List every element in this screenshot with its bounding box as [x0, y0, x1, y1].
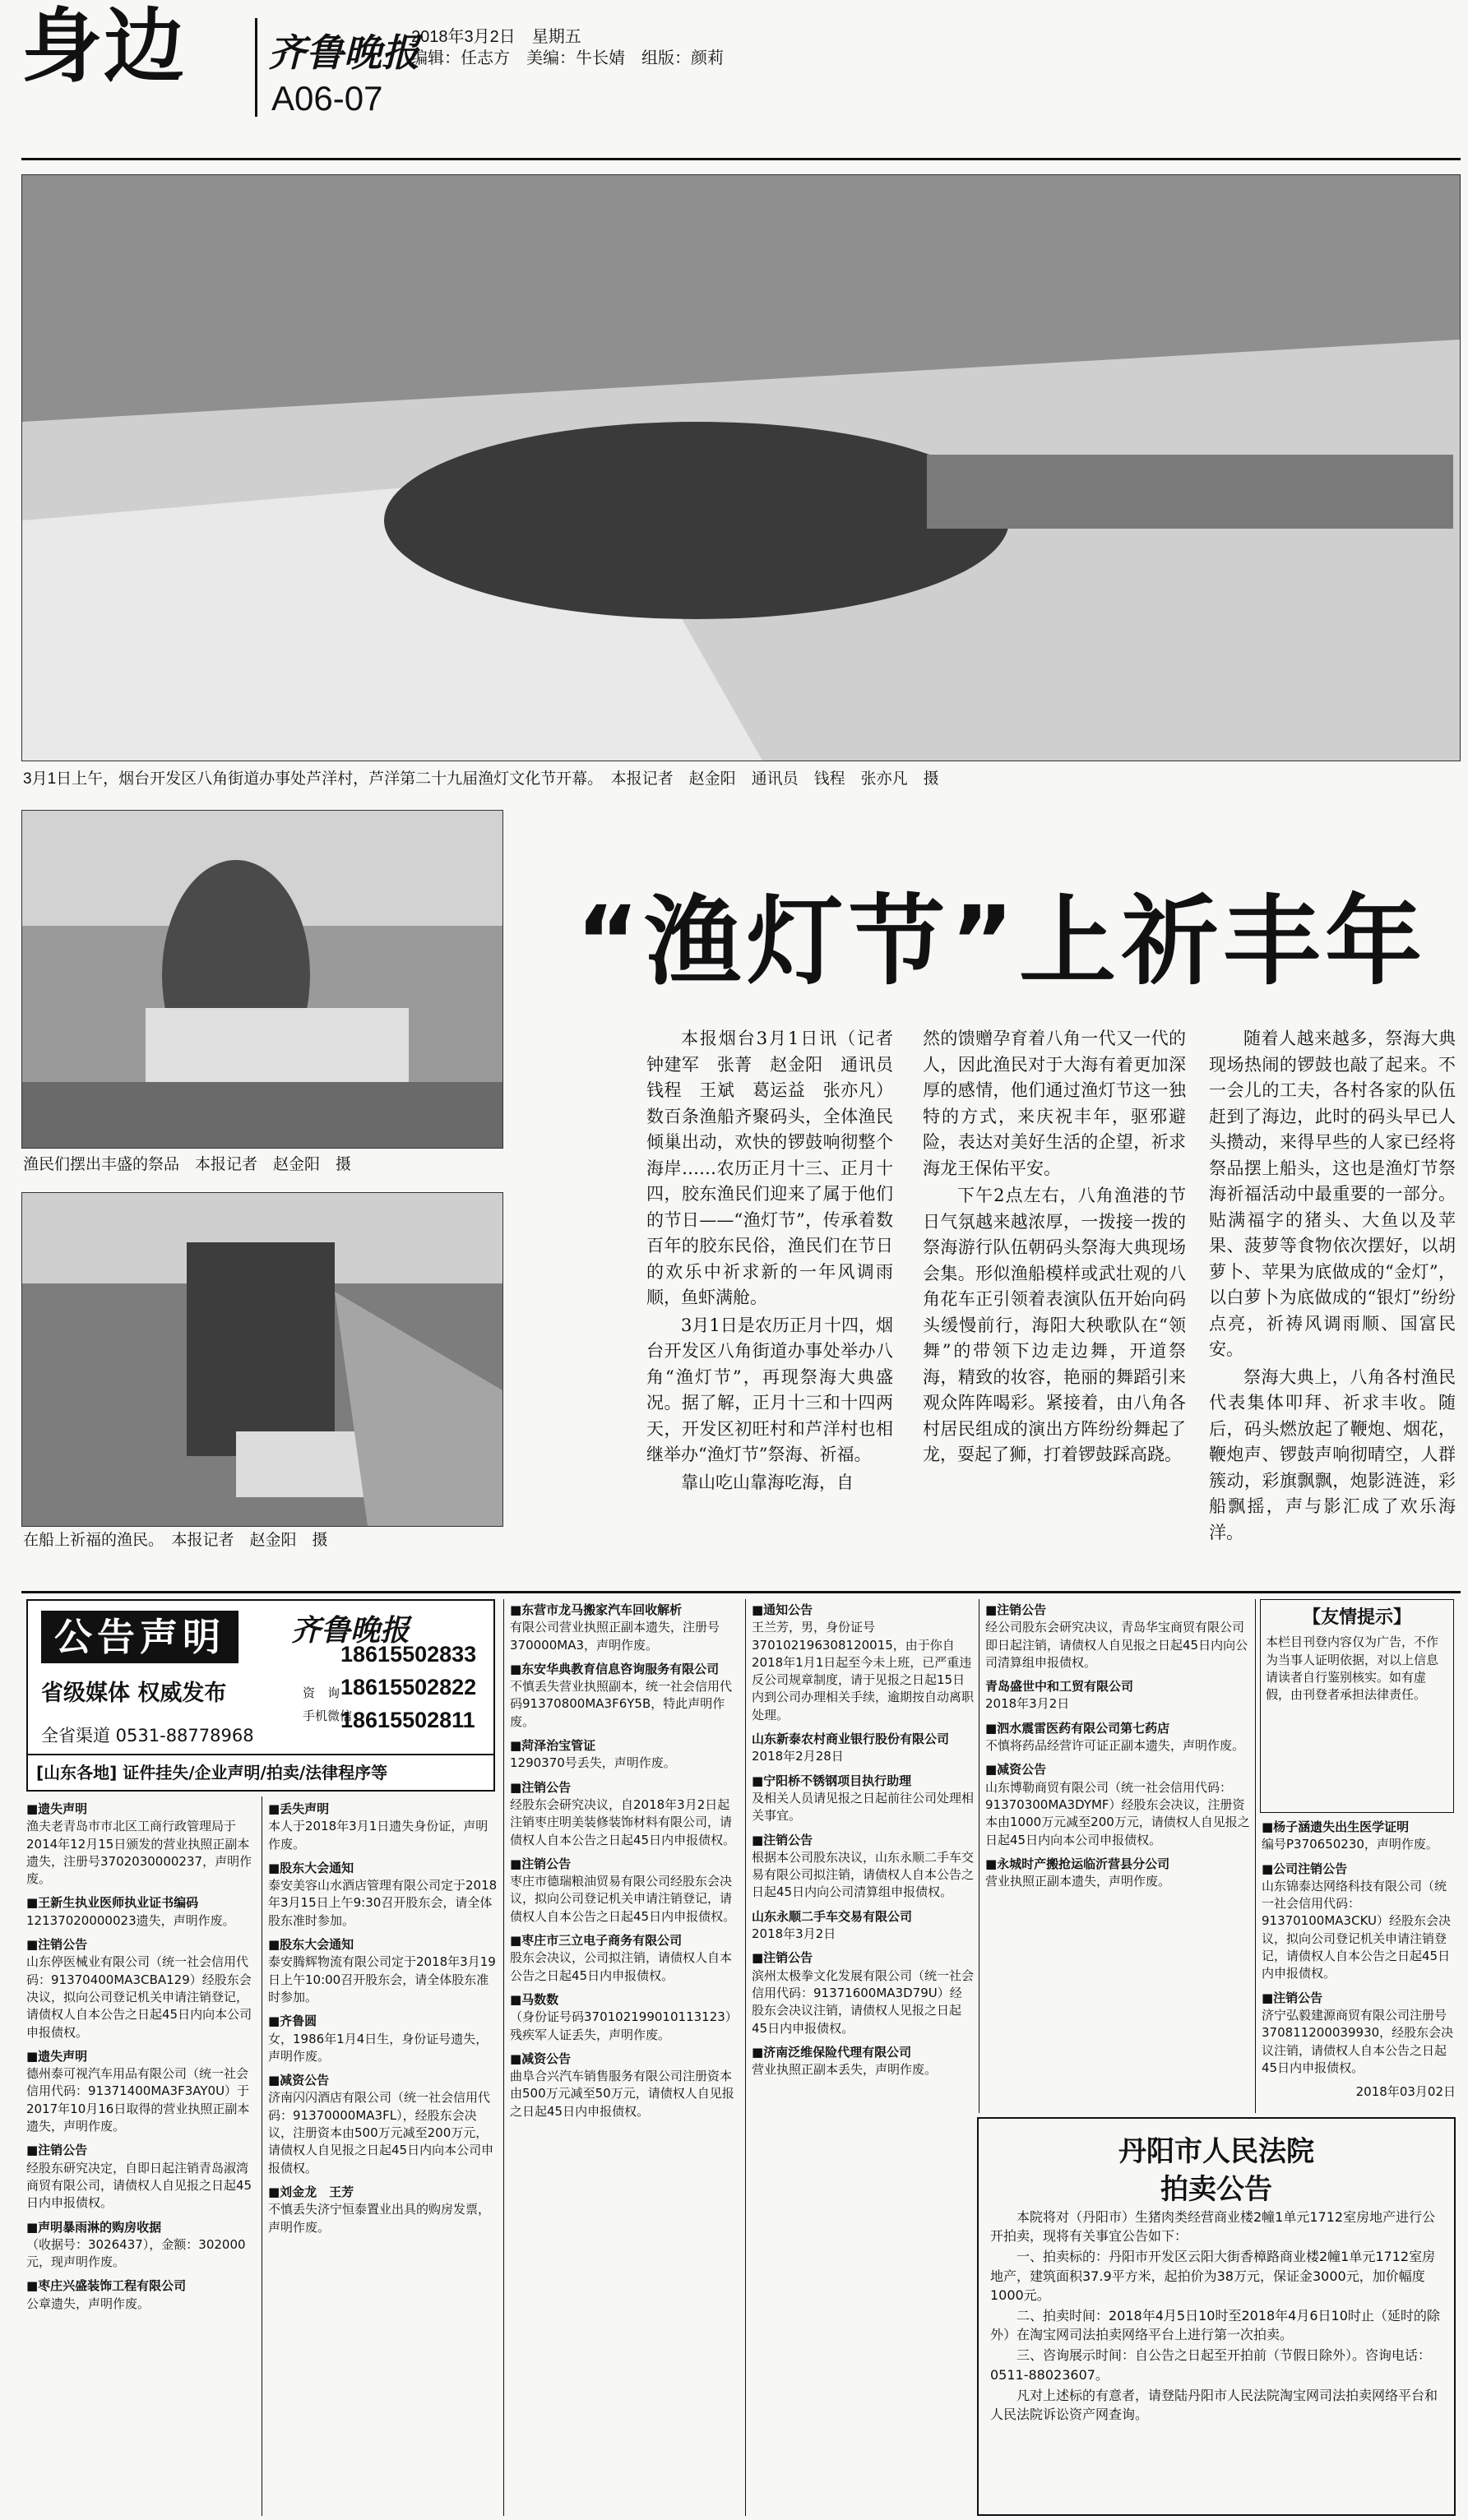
ads-column-4 — [752, 1602, 974, 2516]
ad-body: 女，1986年1月4日生，身份证号遗失，声明作废。 — [268, 2031, 489, 2064]
article-paragraph: 本报烟台3月1日讯（记者 钟建军 张菁 赵金阳 通讯员 钱程 王斌 葛运益 张亦凡）数百条渔船齐聚码头，全体渔民倾巢出动，欢快的锣鼓响彻整个海岸……农历正月十三、正月十四，胶东渔民们迎来了属于他们的节日——“渔灯节”，传承着数百年的胶东民俗，渔民们在节日的欢乐中祈求新的一年风调雨顺，鱼虾满舱。 — [646, 1029, 910, 1307]
ad-body: 泰安美容山水酒店管理有限公司定于2018年3月15日上午9:30召开股东会，请全体股东准时参加。 — [268, 1878, 498, 1928]
ad-body: 不慎将药品经营许可证正副本遗失，声明作废。 — [985, 1738, 1245, 1754]
court-paragraph: 二、拍卖时间：2018年4月5日10时至2018年4月6日10时止（延时的除外）在淘宝网司法拍卖网络平台上进行第一次拍卖。 — [990, 2307, 1440, 2343]
header-rule — [21, 158, 1461, 160]
notice-categories: [山东各地] 证件挂失/企业声明/拍卖/法律程序等 — [28, 1754, 493, 1788]
ads-top-rule — [21, 1591, 1461, 1593]
ad-item — [268, 1936, 498, 2006]
date-line: 2018年3月2日 星期五 — [411, 28, 581, 46]
court-paragraph: 凡对上述标的有意者，请登陆丹阳市人民法院淘宝网司法拍卖网络平台和人民法院诉讼资产网查询。 — [990, 2387, 1438, 2422]
article-paragraph: 下午2点左右，八角渔港的节日气氛越来越浓厚，一拨接一拨的祭海游行队伍朝码头祭海大典现场会集。形似渔船模样或武壮观的八角花车正引领着表演队伍开始向码头缓慢前行，海阳大秧歌队在“领舞”的带领下边走边舞，开道祭海，精致的妆容，艳丽的舞蹈引来观众阵阵喝彩。紧接着，由八角各村居民组成的演出方阵纷纷舞起了龙，耍起了狮，打着锣鼓踩高跷。 — [923, 1186, 1186, 1464]
ad-title: ■宁阳桥不锈钢项目执行助理 — [752, 1773, 912, 1788]
ad-item — [752, 1832, 974, 1902]
ad-item — [752, 1773, 974, 1825]
photo-offerings — [21, 810, 503, 1149]
ad-body: （收据号：3026437），金额：302000元，现声明作废。 — [26, 2236, 246, 2270]
notice-title: 公告声明 — [41, 1611, 238, 1663]
ad-item — [268, 1801, 498, 1853]
ad-item — [26, 2048, 257, 2135]
article-headline: “渔灯节”上祈丰年 — [576, 885, 1428, 998]
ad-title: ■泗水震雷医药有限公司第七药店 — [985, 1720, 1170, 1736]
ad-title: ■注销公告 — [752, 1950, 813, 1966]
ad-item — [1262, 2083, 1456, 2101]
top-photo-caption: 3月1日上午，烟台开发区八角街道办事处芦洋村，芦洋第二十九届渔灯文化节开幕。 本报记者 赵金阳 通讯员 钱程 张亦凡 摄 — [23, 770, 939, 788]
ad-title: ■减资公告 — [510, 2051, 572, 2066]
ad-body: 渔夫老青岛市市北区工商行政管理局于2014年12月15日颁发的营业执照正副本遗失，注册号3702030000237，声明作废。 — [26, 1819, 252, 1887]
tip-title: 【友情提示】 — [1302, 1607, 1411, 1628]
ad-body: 1290370号丢失，声明作废。 — [510, 1755, 676, 1771]
ad-item — [26, 1936, 257, 2041]
ad-title: ■丢失声明 — [268, 1801, 330, 1816]
ad-title: ■减资公告 — [985, 1762, 1047, 1778]
article-paragraph: 随着人越来越多，祭海大典现场热闹的锣鼓也敲了起来。不一会儿的工夫，各村各家的队伍赶到了海边，此时的码头早已人头攒动，来得早些的人家已经将祭品摆上船头，这也是渔灯节祭海祈福活动中最重要的一部分。贴满福字的猪头、大鱼以及苹果、菠萝等食物依次摆好，以胡萝卜、苹果为底做成的“金灯”，以白萝卜为底做成的“银灯”纷纷点亮，祈祷风调雨顺、国富民安。 — [1209, 1029, 1456, 1359]
ad-body: 本人于2018年3月1日遗失身份证，声明作废。 — [268, 1819, 489, 1852]
ad-body: 编号P370650230，声明作废。 — [1262, 1837, 1438, 1852]
court-paragraph: 本院将对（丹阳市）生猪肉类经营商业楼2幢1单元1712室房地产进行公开拍卖，现将有关事宜公告如下： — [990, 2209, 1436, 2245]
ad-title: ■济南泛维保险代理有限公司 — [752, 2044, 912, 2060]
friendly-tip-box — [1260, 1599, 1454, 1813]
ad-title: ■声明暴雨淋的购房收据 — [26, 2219, 162, 2235]
ad-title: ■齐鲁圆 — [268, 2014, 317, 2029]
photo-boat-prayer — [21, 1192, 503, 1527]
page-number: A06-07 — [271, 79, 383, 118]
ad-item — [510, 1737, 740, 1773]
ad-item — [752, 1731, 974, 1766]
court-paragraph: 三、咨询展示时间：自公告之日起至开拍前（节假日除外）。咨询电话：0511-88023607。 — [990, 2347, 1432, 2383]
ad-body: 王兰芳，男，身份证号370102196308120015，由于你自2018年1月1日起至今未上班，已严重违反公司规章制度，请于见报之日起15日内到公司办理相关手续，逾期按自动离职处理。 — [752, 1620, 975, 1722]
notice-phone: 18615502822 — [340, 1675, 477, 1699]
ads-column-6 — [1262, 1819, 1456, 2111]
ad-body: 德州泰可视汽车用品有限公司（统一社会信用代码：91371400MA3F3AY0U）于2017年10月16日取得的营业执照正副本遗失，声明作废。 — [26, 2066, 250, 2134]
ad-title: ■刘金龙 王芳 — [268, 2184, 354, 2199]
court-auction-notice — [977, 2117, 1456, 2516]
ad-title: ■东营市龙马搬家汽车回收解析 — [510, 1602, 683, 1617]
ad-body: 及相关人员请见报之日起前往公司处理相关事宜。 — [752, 1790, 975, 1824]
ad-body: 营业执照正副本丢失，声明作废。 — [752, 2062, 938, 2078]
ad-body: 2018年03月02日 — [1355, 2084, 1456, 2100]
court-paragraph: 一、拍卖标的：丹阳市开发区云阳大街香樟路商业楼2幢1单元1712室房地产，建筑面积37.9平方米，起拍价为38万元，保证金3000元，加价幅度1000元。 — [990, 2249, 1436, 2303]
ad-title: ■遗失声明 — [26, 1801, 88, 1816]
article-column-1 — [646, 1026, 910, 1552]
tip-body: 本栏目刊登内容仅为广告，不作为当事人证明依据，对以上信息请读者自行鉴别核实。如有虚假，由刊登者承担法律责任。 — [1266, 1635, 1439, 1703]
notice-phone: 18615502811 — [340, 1708, 475, 1732]
ad-body: （身份证号码370102199010113123）残疾军人证丢失，声明作废。 — [510, 2009, 738, 2042]
ad-body: 山东停医械业有限公司（统一社会信用代码：91370400MA3CBA129）经股东会决议，拟向公司登记机关申请注销登记，请债权人自本公告之日起45日内向本公司申报债权。 — [26, 1954, 252, 2040]
ad-item — [268, 2184, 498, 2236]
notice-hotline: 全省渠道 0531-88778968 — [41, 1726, 254, 1746]
ad-body: 泰安腾辉物流有限公司定于2018年3月19日上午10:00召开股东会，请全体股东准时参加。 — [268, 1954, 496, 2004]
ad-body: 12137020000023遗失，声明作废。 — [26, 1912, 235, 1928]
ad-title: ■东安华典教育信息咨询服务有限公司 — [510, 1661, 720, 1676]
ad-body: 经股东会研究决议，自2018年3月2日起注销枣庄明美装修装饰材料有限公司，请债权人自本公告之日起45日内申报债权。 — [510, 1796, 736, 1847]
header-divider — [255, 18, 257, 117]
section-title: 身边 — [21, 0, 187, 94]
article-paragraph: 3月1日是农历正月十四，烟台开发区八角街道办事处举办八角“渔灯节”，再现祭海大典盛况。据了解，正月十三和十四两天，开发区初旺村和芦洋村也相继举办“渔灯节”祭海、祈福。 — [646, 1315, 893, 1464]
court-notice-body — [990, 2208, 1443, 2425]
ad-title: ■菏泽治宝管证 — [510, 1738, 596, 1754]
ad-item — [510, 1661, 740, 1731]
ad-item — [1262, 1819, 1456, 1854]
notice-phone: 18615502833 — [340, 1642, 477, 1667]
article-paragraph: 靠山吃山靠海吃海，自 — [681, 1472, 854, 1492]
ad-body: 公章遗失，声明作废。 — [26, 2296, 151, 2311]
ad-item — [985, 1602, 1253, 1672]
court-name: 丹阳市人民法院 — [1118, 2135, 1314, 2168]
ad-item — [510, 1991, 740, 2044]
ads-column-2 — [268, 1801, 498, 2516]
masthead-logo: 齐鲁晚报 — [268, 30, 419, 75]
photo-offerings-caption: 渔民们摆出丰盛的祭品 本报记者 赵金阳 摄 — [23, 1156, 352, 1173]
ad-body: 经公司股东会研究决议，青岛华宝商贸有限公司即日起注销，请债权人自见报之日起45日内向公司清算组申报债权。 — [985, 1620, 1248, 1670]
ad-body: 济南闪闪酒店有限公司（统一社会信用代码：91370000MA3FL），经股东会决议，注册资本由500万元减至200万元，请债权人自见报之日起45日内向本公司申报债权。 — [268, 2090, 494, 2176]
ad-title: ■注销公告 — [1262, 1990, 1323, 2005]
ad-title: ■股东大会通知 — [268, 1937, 354, 1953]
ad-title: ■注销公告 — [985, 1602, 1047, 1617]
ad-item — [268, 2013, 498, 2065]
ad-item — [268, 1860, 498, 1930]
ad-item — [985, 1761, 1253, 1848]
ad-title: ■股东大会通知 — [268, 1860, 354, 1875]
ad-body: 营业执照正副本遗失，声明作废。 — [985, 1874, 1171, 1889]
ad-item — [985, 1678, 1253, 1713]
photo-boat-prayer-image — [22, 1193, 502, 1526]
ad-title: ■注销公告 — [26, 1937, 88, 1953]
ad-body: 山东博勒商贸有限公司（统一社会信用代码：91370300MA3DYMF）经股东会决议，注册资本由1000万元减至200万元，请债权人自见报之日起45日内向本公司申报债权。 — [985, 1779, 1250, 1847]
ad-body: 经股东研究决定，自即日起注销青岛淑湾商贸有限公司，请债权人自见报之日起45日内申报债权。 — [26, 2160, 252, 2211]
article-column-3 — [1209, 1026, 1456, 1552]
ad-body: 济宁弘毅建源商贸有限公司注册号370811200039930，经股东会决议注销，请债权人自本公告之日起45日内申报债权。 — [1262, 2007, 1454, 2075]
ad-title: 青岛盛世中和工贸有限公司 — [985, 1679, 1134, 1695]
article-paragraph: 然的馈赠孕育着八角一代又一代的人，因此渔民对于大海有着更加深厚的感情，他们通过渔灯节这一独特的方式，来庆祝丰年，驱邪避险，表达对美好生活的企望，祈求海龙王保佑平安。 — [923, 1029, 1186, 1178]
ad-item — [510, 1602, 740, 1654]
notice-label-consult: 资 询 — [303, 1685, 340, 1700]
ad-item — [510, 1856, 740, 1926]
notice-logo: 齐鲁晚报 — [291, 1613, 410, 1648]
photo-offerings-image — [22, 811, 502, 1148]
ad-item — [752, 1908, 974, 1944]
ad-body: 不慎丢失营业执照副本，统一社会信用代码91370800MA3F6Y5B，特此声明作废。 — [510, 1679, 733, 1729]
ad-title: 山东新泰农村商业银行股份有限公司 — [752, 1732, 950, 1747]
notice-label-wechat: 手机微信 — [303, 1709, 353, 1723]
ad-title: ■注销公告 — [752, 1832, 813, 1847]
ads-divider — [503, 1599, 504, 2516]
ad-title: ■通知公告 — [752, 1602, 813, 1617]
ad-body: 不慎丢失济宁恒泰置业出具的购房发票，声明作废。 — [268, 2202, 491, 2235]
ad-title: ■杨子涵遗失出生医学证明 — [1262, 1819, 1410, 1834]
ad-title: ■王新生执业医师执业证书编码 — [26, 1895, 199, 1911]
article-column-2 — [923, 1026, 1186, 1552]
ad-item — [268, 2072, 498, 2177]
ad-title: ■马数数 — [510, 1991, 559, 2007]
ad-item — [510, 1932, 740, 1985]
editor-line: 编辑：任志方 美编：牛长婧 组版：颜莉 — [411, 49, 724, 67]
court-notice-title: 拍卖公告 — [1160, 2173, 1272, 2206]
ad-title: ■注销公告 — [510, 1856, 572, 1871]
ad-title: ■枣庄兴盛装饰工程有限公司 — [26, 2278, 187, 2294]
ad-body: 2018年3月2日 — [985, 1696, 1070, 1712]
ad-body: 滨州太极拳文化发展有限公司（统一社会信用代码：91371600MA3D79U）经股东会决议注销，请债权人见报之日起45日内申报债权。 — [752, 1967, 975, 2036]
ad-title: 山东永顺二手车交易有限公司 — [752, 1908, 913, 1924]
ad-body: 山东锦泰达网络科技有限公司（统一社会信用代码：91370100MA3CKU）经股东会决议，拟向公司登记机关申请注销登记，请债权人自本公告之日起45日内申报债权。 — [1262, 1878, 1451, 1981]
ad-title: ■枣庄市三立电子商务有限公司 — [510, 1933, 683, 1949]
ads-column-1 — [26, 1801, 257, 2516]
ad-title: ■公司注销公告 — [1262, 1861, 1348, 1876]
ads-column-3 — [510, 1602, 740, 2516]
ad-title: ■注销公告 — [26, 2143, 88, 2158]
photo-boat-prayer-caption: 在船上祈福的渔民。 本报记者 赵金阳 摄 — [23, 1532, 328, 1549]
ad-item — [1262, 1990, 1456, 2077]
ad-title: ■减资公告 — [268, 2073, 330, 2088]
ad-item — [752, 1602, 974, 1724]
ad-item — [510, 2051, 740, 2120]
ad-item — [985, 1856, 1253, 1891]
ads-divider — [745, 1599, 746, 2516]
ad-item — [26, 1801, 257, 1888]
top-photo-image — [22, 175, 1460, 761]
ad-body: 有限公司营业执照正副本遗失，注册号370000MA3，声明作废。 — [510, 1620, 720, 1653]
top-photo — [21, 174, 1461, 761]
ad-body: 股东会决议，公司拟注销，请债权人自本公告之日起45日内申报债权。 — [510, 1950, 733, 1983]
ads-divider — [1255, 1599, 1256, 2113]
ad-body: 曲阜合兴汽车销售服务有限公司注册资本由500万元减至50万元，请债权人自见报之日起45日内申报债权。 — [510, 2069, 734, 2119]
ad-item — [510, 1779, 740, 1849]
article-paragraph: 祭海大典上，八角各村渔民代表集体叩拜、祈求丰收。随后，码头燃放起了鞭炮、烟花，鞭炮声、锣鼓声响彻晴空，人群簇动，彩旗飘飘，炮影涟涟，彩船飘摇，声与影汇成了欢乐海洋。 — [1209, 1366, 1456, 1542]
ad-body: 2018年2月28日 — [752, 1749, 844, 1764]
ad-item — [26, 2219, 257, 2272]
ad-item — [1262, 1861, 1456, 1983]
ad-title: ■遗失声明 — [26, 2048, 88, 2064]
notice-header-box — [26, 1599, 495, 1792]
ad-title: ■永城时产搬抢运临沂营县分公司 — [985, 1856, 1170, 1871]
ad-title: ■注销公告 — [510, 1779, 572, 1795]
ad-body: 枣庄市德瑞粮油贸易有限公司经股东会决议，拟向公司登记机关申请注销登记，请债权人自本公告之日起45日内申报债权。 — [510, 1874, 736, 1924]
ads-column-5 — [985, 1602, 1253, 2111]
ad-body: 2018年3月2日 — [752, 1926, 836, 1942]
ad-item — [26, 1894, 257, 1930]
ad-item — [26, 2277, 257, 2313]
ad-item — [752, 2044, 974, 2079]
ad-item — [26, 2142, 257, 2212]
ad-body: 根据本公司股东决议，山东永顺二手车交易有限公司拟注销，请债权人自本公告之日起45日内向公司清算组申报债权。 — [752, 1849, 975, 1900]
ad-item — [985, 1720, 1253, 1755]
notice-slogan: 省级媒体 权威发布 — [41, 1681, 227, 1706]
ad-item — [752, 1949, 974, 2037]
